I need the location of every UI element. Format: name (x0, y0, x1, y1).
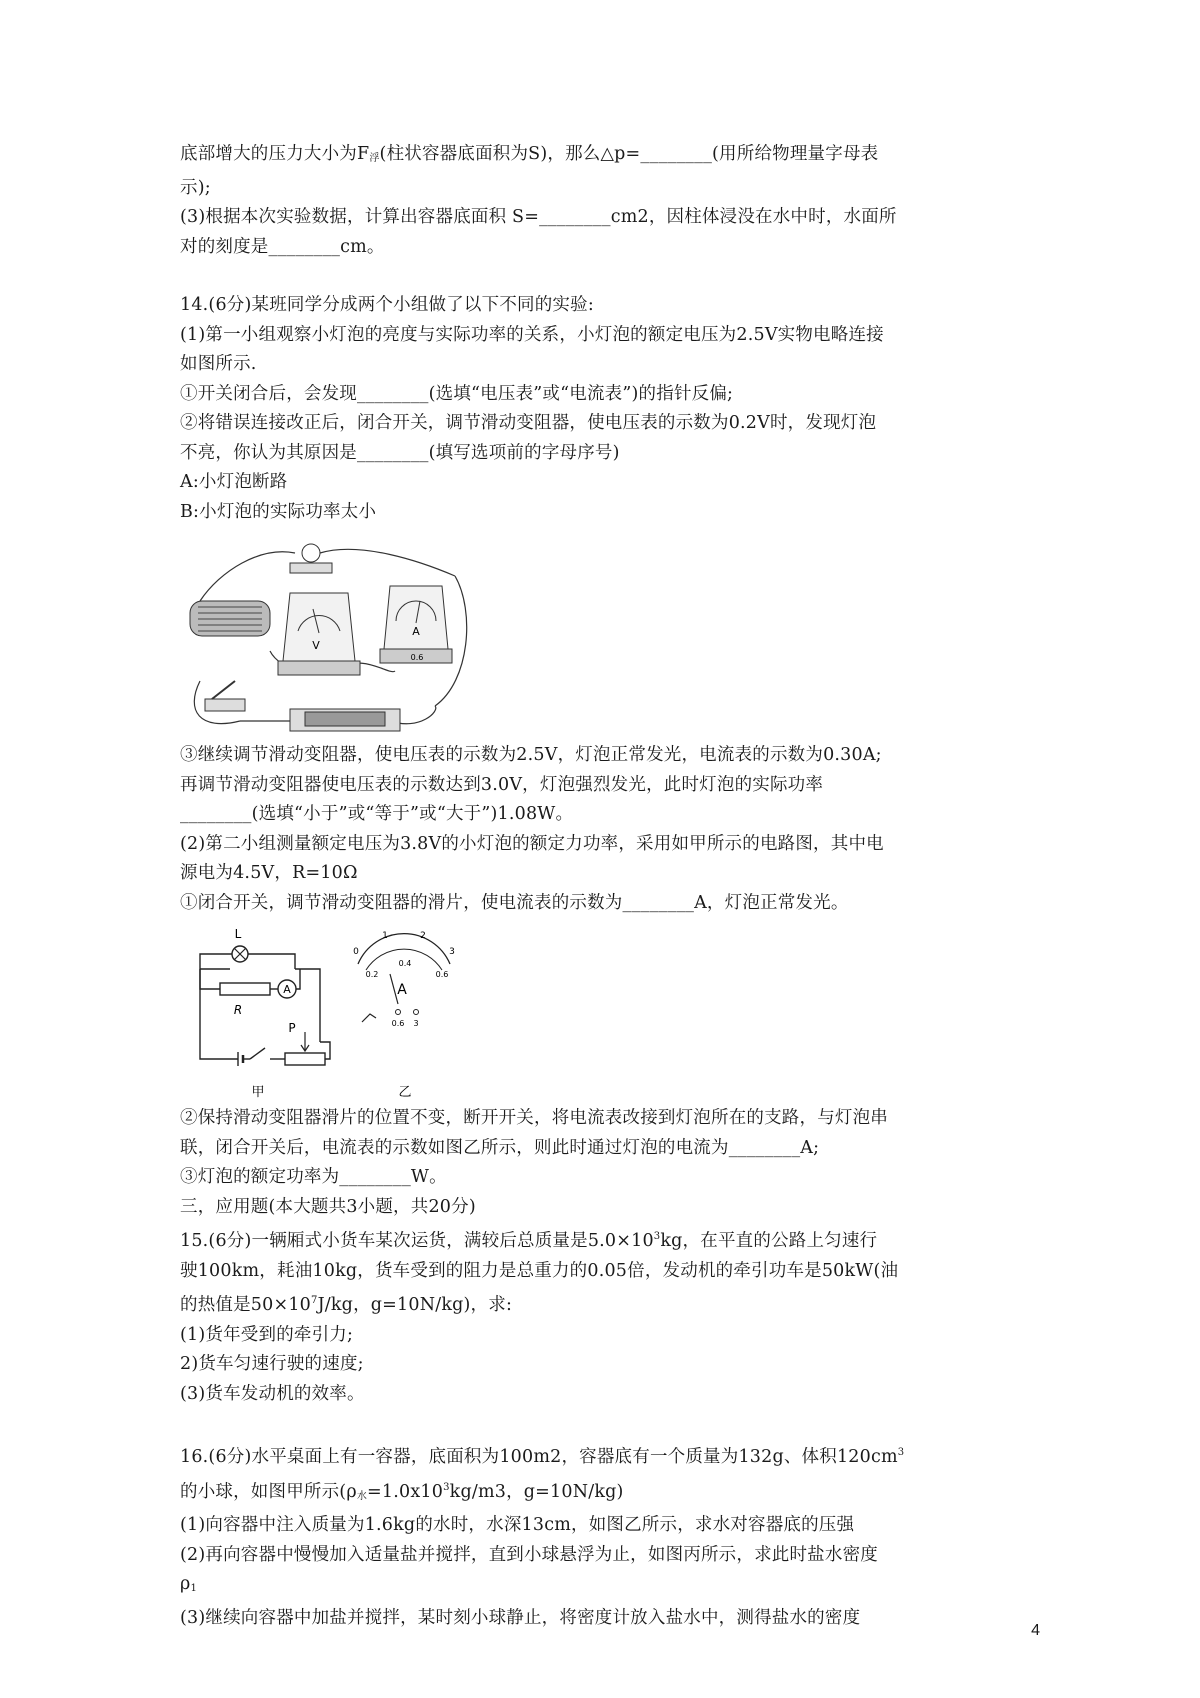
lamp-symbol-icon (232, 946, 248, 962)
circuit-schematic-figure (180, 924, 1040, 1104)
label-r: R (233, 1003, 243, 1017)
tick-label: 3 (449, 947, 455, 957)
question-14-title: 14.(6分)某班同学分成两个小组做了以下不同的实验: (180, 295, 594, 315)
question-16-title: 16.(6分)水平桌面上有一容器，底面积为100m2，容器底有一个质量为132g、体积$120cm^3$ (180, 1447, 905, 1467)
tick-label: 0.6 (435, 970, 449, 979)
meter-unit-label: A (397, 982, 407, 998)
text-line: 2)货车匀速行驶的速度; (180, 1354, 364, 1374)
text-line: 再调节滑动变阻器使电压表的示数达到3.0V，灯泡强烈发光，此时灯泡的实际功率 (180, 774, 824, 795)
tick-label: 0.2 (365, 970, 379, 979)
ammeter-label: A (412, 625, 420, 638)
tick-label: 2 (420, 931, 426, 941)
text-line: (3)根据本次实验数据，计算出容器底面积 S=________cm2，因柱体浸没在水中时，水面所 (180, 207, 897, 227)
switch-icon (205, 681, 245, 711)
resistor-symbol-icon (220, 983, 270, 995)
text-line: 底部增大的压力大小为$F_浮$(柱状容器底面积为S)，那么△p=________(用所给物理量字母表 (180, 144, 879, 164)
battery-icon (290, 709, 400, 731)
tick-label: 0.4 (398, 959, 412, 968)
bulb-icon (302, 544, 320, 562)
ammeter-terminal-label: 0.6 (410, 653, 424, 662)
label-l: L (234, 927, 242, 941)
caption-yi: 乙 (398, 1085, 412, 1100)
text-line: (1)向容器中注入质量为1.6kg的水时，水深13cm，如图乙所示，求水对容器底的压强 (180, 1515, 855, 1535)
ammeter-icon (380, 586, 452, 663)
battery-symbol-icon (238, 1052, 250, 1066)
text-line: ②将错误连接改正后，闭合开关，调节滑动变阻器，使电压表的示数为0.2V时，发现灯泡 (180, 413, 877, 433)
text-line: (3)继续向容器中加盐并搅拌，某时刻小球静止，将密度计放入盐水中，测得盐水的密度 (180, 1607, 861, 1628)
text-line: $\rho_1$ (180, 1574, 198, 1594)
voltmeter-label: V (312, 639, 320, 652)
page-number: 4 (1031, 1622, 1040, 1639)
option-b: B:小灯泡的实际功率太小 (180, 501, 377, 522)
section-heading: 三，应用题(本大题共3小题，共20分) (180, 1196, 476, 1217)
text-line: (3)货车发动机的效率。 (180, 1383, 365, 1404)
voltmeter-icon (278, 593, 360, 675)
circuit-illustration (180, 531, 480, 741)
rheostat-symbol-icon (285, 1053, 325, 1065)
text-line: (1)第一小组观察小灯泡的亮度与实际功率的关系，小灯泡的额定电压为2.5V实物电略连接 (180, 324, 884, 345)
text-line: 不亮，你认为其原因是________(填写选项前的字母序号) (180, 442, 620, 463)
text-line: 对的刻度是________cm。 (180, 236, 385, 257)
text-line: 如图所示. (180, 354, 257, 374)
text-line: ________(选填“小于”或“等于”或“大于”)1.08W。 (180, 804, 574, 824)
text-line: (2)再向容器中慢慢加入适量盐并搅拌，直到小球悬浮为止，如图丙所示，求此时盐水密度 (180, 1544, 878, 1565)
text-line: ①闭合开关，调节滑动变阻器的滑片，使电流表的示数为________A，灯泡正常发光。 (180, 892, 849, 913)
tick-label: 1 (382, 931, 388, 941)
caption-jia: 甲 (251, 1085, 265, 1100)
document-page (180, 140, 1040, 1633)
label-a: A (283, 983, 291, 996)
text-line: 源电为4.5V，R=10Ω (180, 863, 358, 883)
circuit-photo-figure (180, 531, 1040, 741)
text-line: 的小球，如图甲所示($\rho_水=1.0x10^3kg/m3$，g=10N/kg) (180, 1481, 624, 1502)
terminal-label: 3 (413, 1019, 419, 1028)
text-line: ②保持滑动变阻器滑片的位置不变，断开开关，将电流表改接到灯泡所在的支路，与灯泡串 (180, 1108, 888, 1128)
text-line: 驶100km，耗油10kg，货车受到的阻力是总重力的0.05倍，发动机的牵引功车是50kW(油 (180, 1260, 899, 1281)
text-line: (1)货年受到的牵引力; (180, 1324, 354, 1345)
schematic-diagram (180, 924, 480, 1104)
text-line: 示); (180, 177, 211, 198)
terminal-label: 0.6 (391, 1019, 405, 1028)
text-line: 的热值是$50\times 10^7J/kg$，g=10N/kg)，求: (180, 1295, 513, 1315)
question-15-title: 15.(6分)一辆厢式小货车某次运货，满较后总质量是$5.0\times 10^3kg$，在平直的公路上匀速行 (180, 1231, 878, 1251)
text-line: (2)第二小组测量额定电压为3.8V的小灯泡的额定力功率，采用如甲所示的电路图，其中电 (180, 833, 884, 854)
text-line: ③灯泡的额定功率为________W。 (180, 1167, 447, 1187)
text-line: ③继续调节滑动变阻器，使电压表的示数为2.5V，灯泡正常发光，电流表的示数为0.30A; (180, 745, 882, 765)
text-line: ①开关闭合后，会发现________(选填“电压表”或“电流表”)的指针反偏; (180, 383, 734, 404)
label-p: P (288, 1021, 296, 1035)
text-line: 联，闭合开关后，电流表的示数如图乙所示，则此时通过灯泡的电流为________A; (180, 1137, 820, 1158)
option-a: A:小灯泡断路 (180, 472, 288, 492)
tick-label: 0 (353, 947, 359, 957)
